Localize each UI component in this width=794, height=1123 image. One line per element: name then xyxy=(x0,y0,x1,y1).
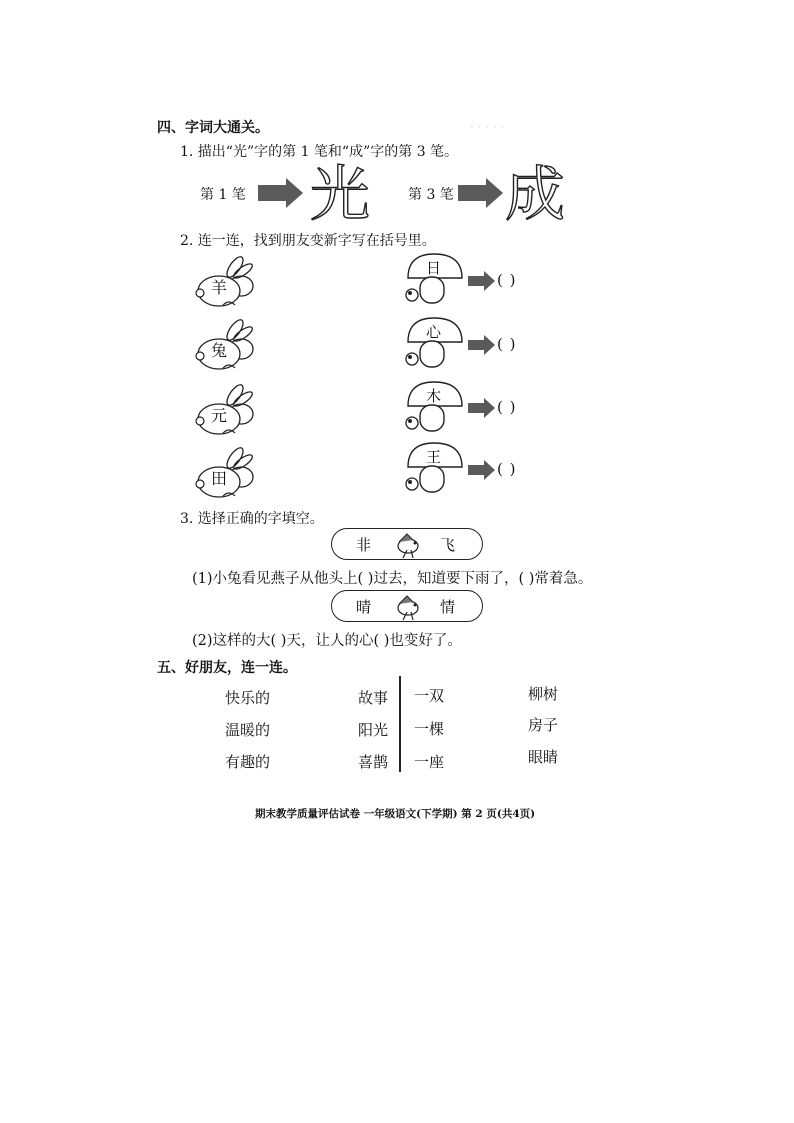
rabbit-card[interactable] xyxy=(193,383,259,439)
choice-option[interactable]: 飞 xyxy=(440,536,456,554)
q1-label-a: 第 1 笔 xyxy=(200,187,246,203)
rabbit-card[interactable] xyxy=(193,446,259,502)
choice-option[interactable]: 情 xyxy=(440,598,456,616)
bird-icon xyxy=(393,528,423,560)
q3-text: 3. 选择正确的字填空。 xyxy=(180,511,324,527)
match-word[interactable]: 快乐的 xyxy=(225,689,271,707)
answer-paren[interactable]: ( ) xyxy=(497,335,517,353)
choice-option[interactable]: 非 xyxy=(356,536,372,554)
match-word[interactable]: 一棵 xyxy=(414,720,445,738)
column-divider xyxy=(399,676,401,772)
page-footer: 期末教学质量评估试卷 一年级语文(下学期) 第 2 页(共4页) xyxy=(255,808,536,820)
arrow-right-icon xyxy=(468,271,496,291)
arrow-right-icon xyxy=(468,398,496,418)
q1-label-b: 第 3 笔 xyxy=(408,187,454,203)
mushroom-card[interactable] xyxy=(402,252,466,308)
match-word[interactable]: 房子 xyxy=(528,716,559,734)
rabbit-char: 田 xyxy=(211,469,228,488)
match-word[interactable]: 一双 xyxy=(414,687,445,705)
match-word[interactable]: 故事 xyxy=(358,689,389,707)
match-word[interactable]: 温暖的 xyxy=(225,721,271,739)
trace-char-a[interactable]: 光 xyxy=(310,160,370,230)
match-word[interactable]: 有趣的 xyxy=(225,753,271,771)
trace-char-b[interactable]: 成 xyxy=(505,160,565,230)
rabbit-char: 羊 xyxy=(211,278,228,297)
match-word[interactable]: 眼睛 xyxy=(528,748,559,766)
rabbit-card[interactable] xyxy=(193,318,259,374)
mushroom-card[interactable] xyxy=(402,380,466,436)
match-word[interactable]: 柳树 xyxy=(528,685,559,703)
match-word[interactable]: 一座 xyxy=(414,753,445,771)
mushroom-char: 心 xyxy=(426,323,442,341)
sentence-1: (1)小兔看见燕子从他头上( )过去，知道要下雨了，( )常着急。 xyxy=(192,571,593,587)
rabbit-char: 兔 xyxy=(211,341,228,360)
rabbit-char: 元 xyxy=(211,406,228,425)
q1-text: 1. 描出“光”字的第 1 笔和“成”字的第 3 笔。 xyxy=(180,144,459,160)
arrow-right-icon xyxy=(468,460,496,480)
answer-paren[interactable]: ( ) xyxy=(497,398,517,416)
match-word[interactable]: 阳光 xyxy=(358,721,389,739)
section4-title: 四、字词大通关。 xyxy=(157,120,269,136)
arrow-right-icon xyxy=(258,178,304,208)
section5-title: 五、好朋友，连一连。 xyxy=(157,660,297,676)
arrow-right-icon xyxy=(468,335,496,355)
rabbit-card[interactable] xyxy=(193,255,259,311)
choice-option[interactable]: 晴 xyxy=(356,598,372,616)
mushroom-card[interactable] xyxy=(402,316,466,372)
answer-paren[interactable]: ( ) xyxy=(497,460,517,478)
mushroom-char: 王 xyxy=(426,448,442,466)
q2-text: 2. 连一连，找到朋友变新字写在括号里。 xyxy=(180,233,436,249)
match-word[interactable]: 喜鹊 xyxy=(358,753,389,771)
sentence-2: (2)这样的大( )天，让人的心( )也变好了。 xyxy=(192,633,462,649)
bird-icon xyxy=(393,590,423,622)
arrow-right-icon xyxy=(458,178,504,208)
mushroom-char: 木 xyxy=(426,387,442,405)
mushroom-card[interactable] xyxy=(402,441,466,497)
answer-paren[interactable]: ( ) xyxy=(497,271,517,289)
bleed-through: · · · · · xyxy=(470,120,505,134)
mushroom-char: 日 xyxy=(426,259,442,277)
